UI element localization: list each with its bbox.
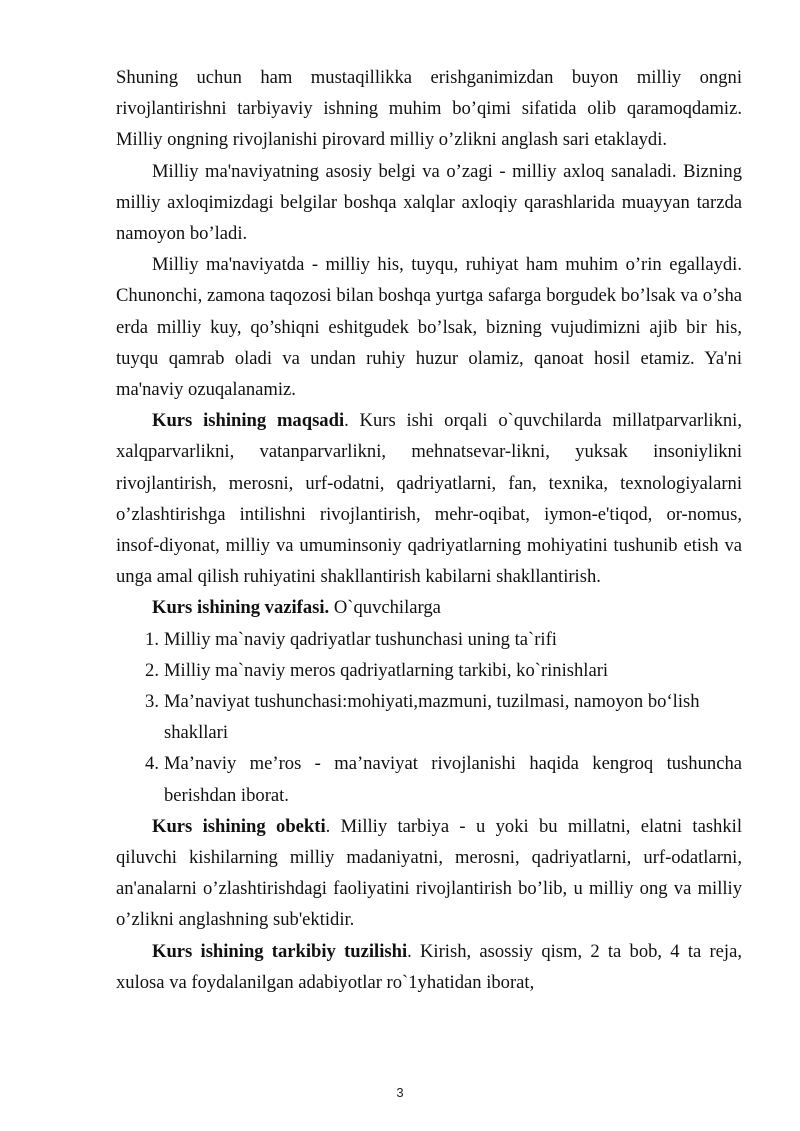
vazifasi-list [116,624,742,811]
tuzilishi-label: Kurs ishining tarkibiy tuzilishi [152,940,408,962]
list-item-number: 2. [145,659,159,681]
obekti-paragraph [116,811,742,936]
obekti-label: Kurs ishining obekti [152,815,326,837]
list-item [116,624,742,655]
maqsad-paragraph [116,405,742,592]
list-item-text: Milliy ma`naviy meros qadriyatlarning tarkibi, ko`rinishlari [164,659,609,681]
paragraph-3: Milliy ma'naviyatda - milliy his, tuyqu, ruhiyat ham muhim o’rin egallaydi. Chunonchi, zamona taqozosi bilan boshqa yurtga safarga borgudek bo’lsak va o’sha erda milliy kuy, qo’shiqni eshitgudek bo’lsak, bizning vujudimizni ajib bir his, tuyqu qamrab oladi va undan ruhiy huzur olamiz, qanoat hosil etamiz. Ya'ni ma'naviy ozuqalanamiz. [116,254,742,401]
paragraph-2: Milliy ma'naviyatning asosiy belgi va o’zagi - milliy axloq sanaladi. Bizning milliy axloqimizdagi belgilar boshqa xalqlar axloqiy qarashlarida muayyan tarzda namoyon bo’ladi. [116,160,742,245]
list-item-number: 1. [145,628,159,650]
page-number: 3 [396,1085,404,1100]
list-item-text: Ma’naviy me’ros - ma’naviyat rivojlanishi haqida kengroq tushuncha berishdan iborat. [164,753,742,806]
list-item-number: 4. [145,753,159,775]
maqsad-text: . Kurs ishi orqali o`quvchilarda millatparvarlikni, xalqparvarlikni, vatanparvarlikni, mehnatsevar-likni, yuksak insoniylikni rivojlantirish, merosni, urf-odatni, qadriyatlarni, fan, texnika, texnologiyalarni o’zlashtirishga intilishni rivojlantirish, mehr-oqibat, iymon-e'tiqod, or-nomus, insof-diyonat, milliy va umuminsoniy qadriyatlarning mohiyatini tushunib etish va unga amal qilish ruhiyatini shakllantirish kabilarni shakllantirish. [116,410,742,588]
vazifasi-paragraph [116,592,742,623]
list-item-text: Milliy ma`naviy qadriyatlar tushunchasi uning ta`rifi [164,628,557,650]
list-item-number: 3. [145,691,159,713]
obekti-text: . Milliy tarbiya - u yoki bu millatni, elatni tashkil qiluvchi kishilarning milliy madaniyatni, merosni, qadriyatlarni, urf-odatlarni, an'analarni o’zlashtirishdagi faoliyatini rivojlantirish bo’lib, u milliy ong va milliy o’zlikni anglashning sub'ektidir. [116,815,742,931]
paragraph-1: Shuning uchun ham mustaqillikka erishganimizdan buyon milliy ongni rivojlantirishni tarbiyaviy ishning muhim bo’qimi sifatida olib qaramoqdamiz. Milliy ongning rivojlanishi pirovard milliy o’zlikni anglash sari etaklaydi. [116,67,742,151]
vazifasi-label: Kurs ishining vazifasi. [152,597,330,619]
maqsad-label: Kurs ishining maqsadi [152,410,345,432]
tuzilishi-text: . Kirish, asossiy qism, 2 ta bob, 4 ta reja, xulosa va foydalanilgan adabiyotlar ro`1yhatidan iborat, [116,940,742,993]
vazifasi-text: O`quvchilarga [329,597,441,619]
list-item [116,686,742,748]
list-item [116,748,742,810]
tuzilishi-paragraph [116,936,742,998]
list-item [116,655,742,686]
list-item-text: Ma’naviyat tushunchasi:mohiyati,mazmuni, tuzilmasi, namoyon bo‘lish shakllari [164,691,700,744]
document-page [116,62,742,998]
